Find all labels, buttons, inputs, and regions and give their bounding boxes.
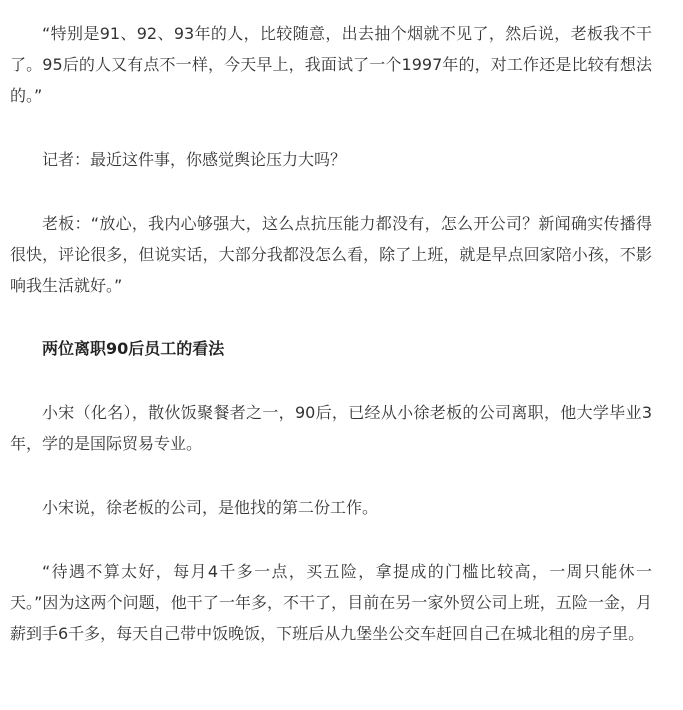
employee-quote: “待遇不算太好，每月4千多一点，买五险，拿提成的门槛比较高，一周只能休一天。”因为这两个问题，他干了一年多，不干了，目前在另一家外贸公司上班，五险一金，月薪到手6千多，每天自己带中饭晚饭，下班后从九堡坐公交车赶回自己在城北租的房子里。 [10,562,652,643]
section-heading: 两位离职90后员工的看法 [42,339,225,358]
quote-paragraph: “特别是91、92、93年的人，比较随意，出去抽个烟就不见了，然后说，老板我不干了。95后的人又有点不一样，今天早上，我面试了一个1997年的，对工作还是比较有想法的。” [10,24,652,105]
employee-intro: 小宋（化名），散伙饭聚餐者之一，90后，已经从小徐老板的公司离职，他大学毕业3年，学的是国际贸易专业。 [10,403,652,453]
article-body [10,18,652,649]
boss-answer: 老板：“放心，我内心够强大，这么点抗压能力都没有，怎么开公司？新闻确实传播得很快，评论很多，但说实话，大部分我都没怎么看，除了上班，就是早点回家陪小孩，不影响我生活就好。” [10,214,652,295]
reporter-question: 记者：最近这件事，你感觉舆论压力大吗？ [42,150,347,169]
employee-statement: 小宋说，徐老板的公司，是他找的第二份工作。 [42,498,379,517]
